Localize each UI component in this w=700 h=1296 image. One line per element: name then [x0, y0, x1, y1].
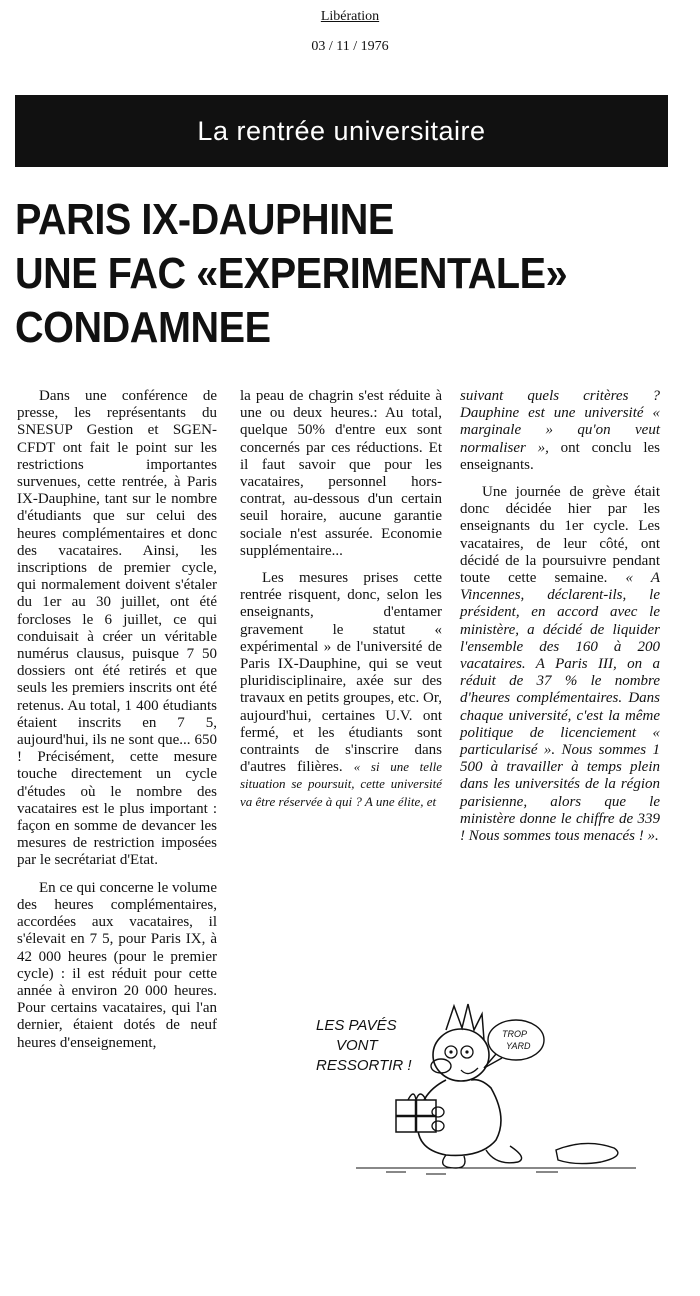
- publication-date: 03 / 11 / 1976: [311, 39, 389, 54]
- article-column-3: [460, 388, 660, 845]
- cartoon-caption-line-1: LES PAVÉS: [316, 1017, 397, 1034]
- col1-paragraph-2: En ce qui concerne le volume des heures complémentaires, accordées aux vacataires, il s'élevait en 7 5, pour Paris IX, à 42 000 heures (pour le premier cycle) : il est réduit pour cette année à environ 20 000 heures. Pour certains vacataires, qui l'an dernier, étaient dotés de neuf heures d'enseignement,: [17, 879, 217, 1051]
- character-nose-icon: [431, 1059, 451, 1073]
- col3-paragraph-1: [460, 388, 660, 474]
- character-foot-icon: [443, 1155, 465, 1168]
- col3-quote-end: suivant quels critères ? Dauphine est une université « marginale » qu'on veut normaliser »,: [460, 388, 660, 456]
- paving-stone-icon: [556, 1143, 618, 1163]
- article-column-1: [17, 388, 217, 1052]
- article-column-2: [240, 388, 442, 811]
- headline-line-2: UNE FAC «EXPERIMENTALE»: [15, 249, 568, 298]
- section-rubric-banner: La rentrée universitaire: [15, 95, 668, 167]
- col3-paragraph-1-text: ont conclu les enseignants.: [460, 439, 660, 473]
- bubble-text-line-2: YARD: [506, 1041, 531, 1051]
- col1-paragraph-1: Dans une conférence de presse, les représentants du SNESUP Gestion et SGEN-CFDT ont fait le point sur les restrictions importantes survenues, cette rentrée, à Paris IX-Dauphine, tant sur le nombre d'étudiants que sur celui des heures complémentaires et donc des vacataires. Ainsi, les inscriptions de premier cycle, qui normalement doivent s'étaler du 1er au 30 juillet, ont été forcloses le 6 juillet, ce qui conduisait à créer un véritable numérus clausus, puisque 7 50 dossiers ont été retirés et que seuls les premiers inscrits ont été retenus. Au total, 1 400 étudiants étaient inscrits en 7 5, aujourd'hui, ils ne sont que... 650 ! Précisément, cette mesure touche directement un cycle d'études où le nombre des vacataires est le plus important : façon en somme de devancer les mesures de restriction imposées par le secrétariat d'Etat.: [17, 388, 217, 869]
- col2-paragraph-2-text: Les mesures prises cette rentrée risquent, donc, selon les enseignants, d'entamer gravement le statut « expérimental » de l'université de Paris IX-Dauphine, qui se veut pluridisciplinaire, axée sur des travaux en petits groupes, etc. Or, aujourd'hui, certaines U.V. ont fermé, et les étudiants sont contraints de s'inscrire dans d'autres filières.: [240, 570, 442, 776]
- article-headline: [15, 193, 618, 355]
- col3-paragraph-2-text: Une journée de grève était donc décidée hier par les enseignants du 1er cycle. Les vacataires, de leur côté, ont décidé de la poursuivre pendant toute cette semaine.: [460, 484, 660, 587]
- speech-bubble: [488, 1020, 544, 1060]
- cartoon-caption-line-2: VONT: [336, 1037, 378, 1054]
- newspaper-source: Libération: [320, 9, 380, 24]
- headline-line-1: PARIS IX-DAUPHINE: [15, 195, 394, 244]
- bubble-text-line-1: TROP: [502, 1029, 528, 1039]
- col2-paragraph-1: la peau de chagrin s'est réduite à une ou deux heures.: Au total, quelque 50% d'entre eux sont concernés par ces réductions. Et il faut savoir que pour les vacataires, personnel hors-contrat, au-dessous d'un certain seuil horaire, aucune garantie sociale n'est assurée. Economie supplémentaire...: [240, 388, 442, 559]
- col2-paragraph-2: [240, 570, 442, 811]
- col3-paragraph-2: [460, 484, 660, 845]
- cartoon-illustration: [296, 1000, 666, 1180]
- cartoon-caption-line-3: RESSORTIR !: [316, 1057, 412, 1074]
- headline-line-3: CONDAMNEE: [15, 303, 271, 352]
- col3-quote: « A Vincennes, déclarent-ils, le président, en accord avec le ministère, a décidé de liquider l'ensemble des 160 à 200 vacataires. A Paris III, on a réduit de 37 % le nombre d'heures complémentaires. Dans chaque université, c'est la même politique de licenciement « particularisé ». Nous sommes 1 500 à travailler à temps plein dans les universités de la région parisienne, alors que le ministère donne le chiffre de 339 ! Nous sommes tous menacés ! ».: [460, 570, 661, 845]
- col2-quote: « si une telle situation se poursuit, cette université va être réservée à qui ? A une élite, et: [240, 759, 443, 809]
